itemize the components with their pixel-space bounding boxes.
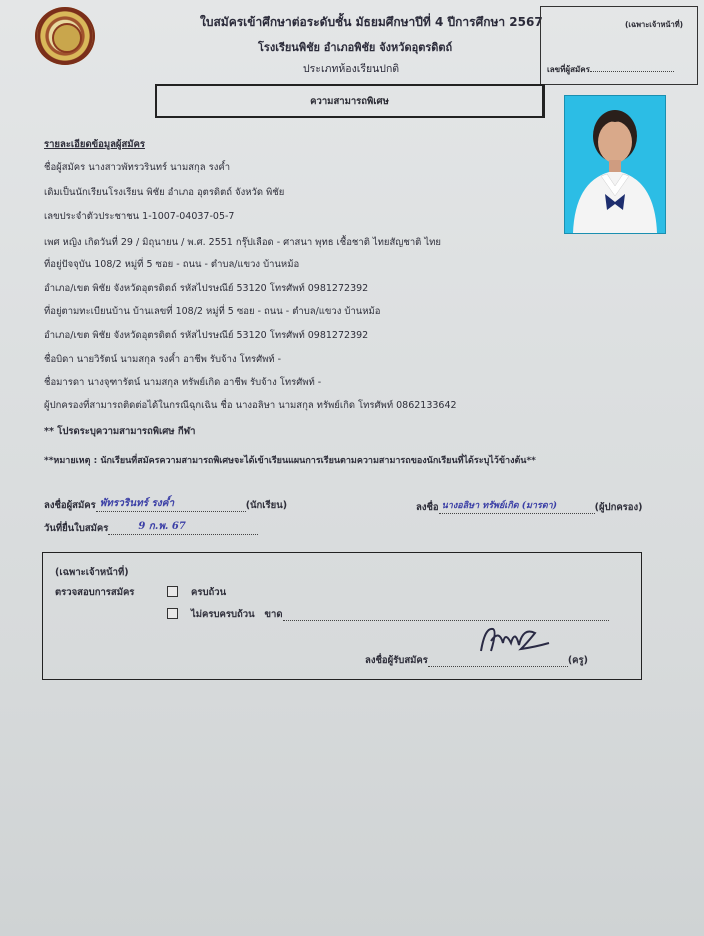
complete-checkbox[interactable]	[167, 586, 178, 597]
applicant-number-label: เลขที่ผู้สมัคร	[547, 63, 674, 76]
current-district-line: อำเภอ/เขต พิชัย จังหวัดอุตรดิตถ์ รหัสไปรษณีย์ 53120 โทรศัพท์ 0981272392	[44, 283, 369, 294]
applicant-signature-line: ลงชื่อผู้สมัคร พัทรวรินทร์ รงค์ำ (นักเรียน)	[44, 498, 288, 511]
school-name: โรงเรียนพิชัย อำเภอพิชัย จังหวัดอุตรดิตถ์	[258, 41, 453, 54]
special-ability-line: ** โปรดระบุความสามารถพิเศษ กีฬา	[44, 426, 196, 437]
office-use-label: (เฉพาะเจ้าหน้าที่)	[625, 20, 684, 29]
receiver-signature-scribble	[475, 621, 555, 657]
receiver-signature-line: ลงชื่อผู้รับสมัคร (ครู)	[365, 655, 588, 666]
note-line: **หมายเหตุ : นักเรียนที่สมัครความสามารถพิเศษจะได้เข้าเรียนแผนการเรียนตามความสามารถของนักเรียนที่ได้ระบุไว้ข้างต้น**	[44, 456, 536, 466]
form-title: ใบสมัครเข้าศึกษาต่อระดับชั้น มัธยมศึกษาปีที่ 4 ปีการศึกษา 2567	[200, 15, 543, 29]
guardian-signature: นางอลิษา ทรัพย์เกิด (มารดา)	[441, 501, 557, 511]
complete-label: ครบถ้วน	[191, 587, 227, 598]
applicant-name-line: ชื่อผู้สมัคร นางสาวพัทรวรินทร์ นามสกุล รงค์ำ	[44, 162, 231, 173]
emergency-contact-line: ผู้ปกครองที่สามารถติดต่อได้ในกรณีฉุกเฉิน ชื่อ นางอลิษา นามสกุล ทรัพย์เกิด โทรศัพท์ 0862133642	[44, 400, 457, 411]
section-title: ความสามารถพิเศษ	[310, 96, 389, 107]
personal-info-line: เพศ หญิง เกิดวันที่ 29 / มิถุนายน / พ.ศ. 2551 กรุ๊ปเลือด - ศาสนา พุทธ เชื้อชาติ ไทยสัญชาติ ไทย	[44, 237, 441, 248]
office-use-box	[540, 6, 698, 85]
incomplete-checkbox[interactable]	[167, 608, 178, 619]
class-type: ประเภทห้องเรียนปกติ	[303, 63, 400, 75]
id-number-line: เลขประจำตัวประชาชน 1-1007-04037-05-7	[44, 211, 235, 222]
incomplete-label: ไม่ครบครบถ้วน ขาด	[191, 607, 609, 622]
applicant-signature: พัทรวรินทร์ รงค์ำ	[99, 498, 175, 509]
current-address-line: ที่อยู่ปัจจุบัน 108/2 หมู่ที่ 5 ซอย - ถนน - ตำบล/แขวง บ้านหม้อ	[44, 259, 300, 270]
student-portrait	[565, 96, 665, 233]
check-application-label: ตรวจสอบการสมัคร	[55, 587, 135, 598]
guardian-signature-line: ลงชื่อ นางอลิษา ทรัพย์เกิด (มารดา) (ผู้ปกครอง)	[416, 500, 642, 515]
father-line: ชื่อบิดา นายวิรัตน์ นามสกุล รงค์ำ อาชีพ รับจ้าง โทรศัพท์ -	[44, 354, 282, 365]
official-use-label: (เฉพาะเจ้าหน้าที่)	[55, 567, 129, 578]
submission-date-line: วันที่ยื่นใบสมัคร 9 ก.พ. 67	[44, 521, 258, 536]
school-seal-logo	[35, 7, 95, 65]
previous-school-line: เดิมเป็นนักเรียนโรงเรียน พิชัย อำเภอ อุตรดิตถ์ จังหวัด พิชัย	[44, 187, 285, 198]
applicant-photo	[564, 95, 666, 234]
submission-date: 9 ก.พ. 67	[138, 521, 186, 532]
registered-address-line: ที่อยู่ตามทะเบียนบ้าน บ้านเลขที่ 108/2 หมู่ที่ 5 ซอย - ถนน - ตำบล/แขวง บ้านหม้อ	[44, 306, 381, 317]
details-heading: รายละเอียดข้อมูลผู้สมัคร	[44, 139, 145, 150]
mother-line: ชื่อมารดา นางจุฑารัตน์ นามสกุล ทรัพย์เกิด อาชีพ รับจ้าง โทรศัพท์ -	[44, 377, 322, 388]
official-use-box	[42, 552, 642, 680]
registered-district-line: อำเภอ/เขต พิชัย จังหวัดอุตรดิตถ์ รหัสไปรษณีย์ 53120 โทรศัพท์ 0981272392	[44, 330, 369, 341]
section-title-box	[155, 84, 545, 118]
